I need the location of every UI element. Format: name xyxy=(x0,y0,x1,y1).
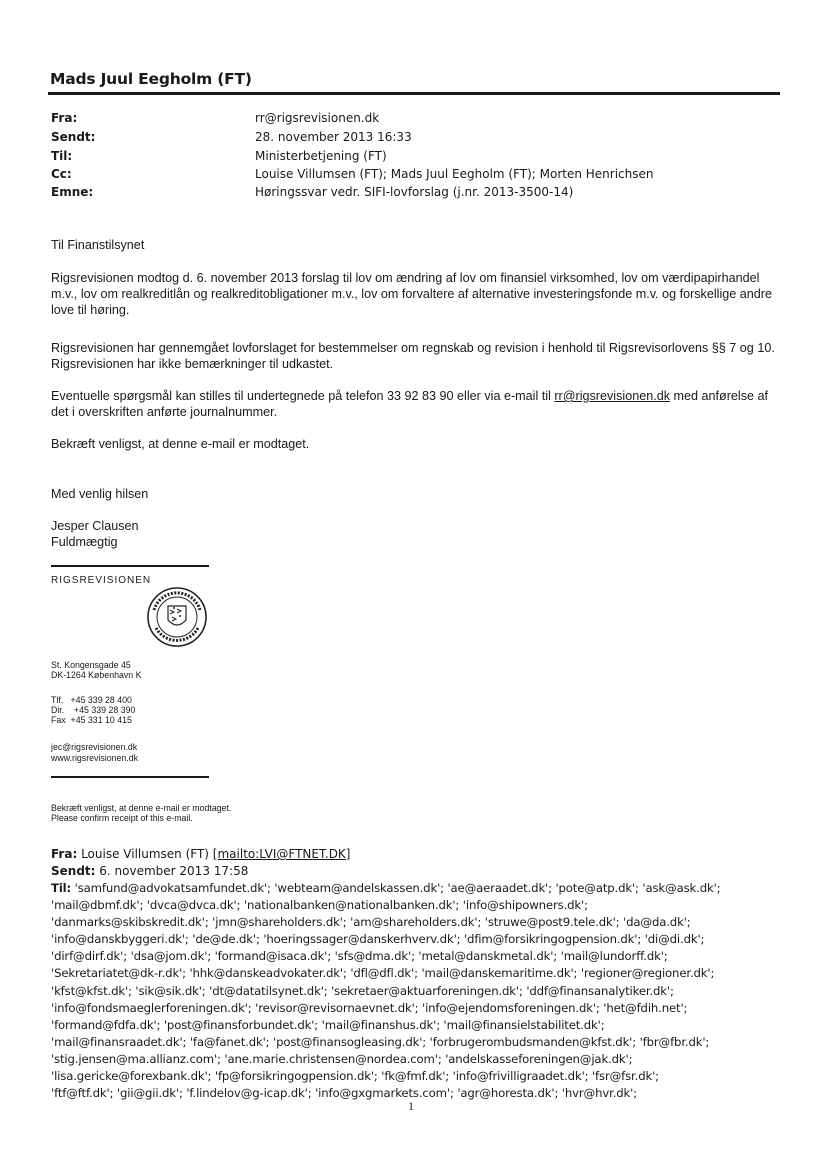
body-paragraph-3 xyxy=(51,388,781,420)
forwarded-from-label: Fra: xyxy=(51,847,78,861)
forwarded-sent-value: 6. november 2013 17:58 xyxy=(99,864,249,878)
paragraph-3-text-post: med anførelse af det i overskriften anførte journalnummer. xyxy=(51,389,769,419)
forwarded-to-label: Til: xyxy=(51,881,72,895)
forwarded-from-name: Louise Villumsen (FT) xyxy=(81,847,209,861)
signer-name: Jesper Clausen xyxy=(51,519,139,533)
contact-website[interactable]: www.rigsrevisionen.dk xyxy=(51,753,139,763)
closing: Med venlig hilsen xyxy=(51,487,149,501)
to-line: 'dirf@dirf.dk'; 'dsa@jom.dk'; 'formand@isaca.dk'; 'sfs@dma.dk'; 'metal@danskmetal.dk'; 'mail@lundorff.dk'; xyxy=(51,949,668,964)
to-label: Til: xyxy=(51,149,73,163)
forwarded-to-list xyxy=(51,880,786,1102)
page-number: 1 xyxy=(408,1099,414,1113)
from-label: Fra: xyxy=(51,111,78,125)
greeting: Til Finanstilsynet xyxy=(51,238,145,252)
signature-rule-bottom xyxy=(51,776,209,778)
address-line: DK-1264 København K xyxy=(51,670,142,680)
subject-label: Emne: xyxy=(51,185,94,199)
forwarded-sent-label: Sendt: xyxy=(51,864,96,878)
confirm-line-en: Please confirm receipt of this e-mail. xyxy=(51,813,193,823)
org-name: RIGSREVISIONEN xyxy=(51,575,152,586)
signature-rule-top xyxy=(51,565,209,567)
to-line: 'mail@dbmf.dk'; 'dvca@dvca.dk'; 'nationalbanken@nationalbanken.dk'; 'info@shipowners.dk'; xyxy=(51,898,588,913)
folketinget-seal-icon xyxy=(146,586,208,653)
to-line: 'formand@fdfa.dk'; 'post@finansforbundet.dk'; 'mail@finanshus.dk'; 'mail@finansielstabilitet.dk'; xyxy=(51,1017,605,1032)
to-value[interactable]: Ministerbetjening (FT) xyxy=(255,149,387,163)
to-line: 'ftf@ftf.dk'; 'gii@gii.dk'; 'f.lindelov@g-icap.dk'; 'info@gxgmarkets.com'; 'agr@horesta.dk'; 'hvr@hvr.dk'; xyxy=(51,1086,637,1101)
forwarded-sent xyxy=(51,864,248,878)
subject-value: Høringssvar vedr. SIFI-lovforslag (j.nr. 2013-3500-14) xyxy=(255,185,574,199)
email-link[interactable]: rr@rigsrevisionen.dk xyxy=(554,389,671,403)
from-value[interactable]: rr@rigsrevisionen.dk xyxy=(255,111,380,125)
to-line: 'mail@finansraadet.dk'; 'fa@fanet.dk'; 'post@finansogleasing.dk'; 'forbrugerombudsmanden@kfst.dk'; 'fbr@fbr.dk'; xyxy=(51,1034,710,1049)
forwarded-from xyxy=(51,847,351,861)
to-line: 'kfst@kfst.dk'; 'sik@sik.dk'; 'dt@datatilsynet.dk'; 'sekretaer@aktuarforeningen.dk'; 'ddf@finansanalytiker.dk'; xyxy=(51,983,674,998)
fax-line: Fax +45 331 10 415 xyxy=(51,715,132,725)
to-addresses: 'samfund@advokatsamfundet.dk'; 'webteam@andelskassen.dk'; 'ae@aeraadet.dk'; 'pote@atp.dk'; 'ask@ask.dk'; xyxy=(74,881,721,895)
body-paragraph-4: Bekræft venligst, at denne e-mail er modtaget. xyxy=(51,437,310,451)
sender-name-heading: Mads Juul Eegholm (FT) xyxy=(50,70,252,88)
to-line: 'stig.jensen@ma.allianz.com'; 'ane.marie.christensen@nordea.com'; 'andelskasseforeningen@jak.dk'; xyxy=(51,1051,633,1066)
forwarded-mailto-link[interactable]: [mailto:LVI@FTNET.DK] xyxy=(212,847,351,861)
signer-title: Fuldmægtig xyxy=(51,535,118,549)
to-line: 'info@danskbyggeri.dk'; 'de@de.dk'; 'hoeringssager@danskerhverv.dk'; 'dfim@forsikringogpension.dk'; 'di@di.dk'; xyxy=(51,932,705,947)
phone-line: Tlf. +45 339 28 400 xyxy=(51,695,132,705)
phone-line: Dir. +45 339 28 390 xyxy=(51,705,136,715)
heading-rule xyxy=(48,92,780,95)
contact-email[interactable]: jec@rigsrevisionen.dk xyxy=(51,742,138,752)
cc-label: Cc: xyxy=(51,167,72,181)
body-paragraph-2: Rigsrevisionen har gennemgået lovforslaget for bestemmelser om regnskab og revision i henhold til Rigsrevisorlovens §§ 7 og 10. Rigsrevisionen har ikke bemærkninger til udkastet. xyxy=(51,341,775,371)
to-line: 'info@fondsmaeglerforeningen.dk'; 'revisor@revisornaevnet.dk'; 'info@ejendomsforeningen.dk'; 'het@fdih.net'; xyxy=(51,1000,688,1015)
cc-value[interactable]: Louise Villumsen (FT); Mads Juul Eegholm (FT); Morten Henrichsen xyxy=(255,167,654,181)
sent-label: Sendt: xyxy=(51,130,96,144)
paragraph-3-text-pre: Eventuelle spørgsmål kan stilles til undertegnede på telefon 33 92 83 90 eller via e-mail til xyxy=(51,389,555,403)
to-line: 'lisa.gericke@forexbank.dk'; 'fp@forsikringogpension.dk'; 'fk@fmf.dk'; 'info@frivilligraadet.dk'; 'fsr@fsr.dk'; xyxy=(51,1069,659,1084)
to-line xyxy=(51,880,786,897)
sent-value: 28. november 2013 16:33 xyxy=(255,130,412,144)
to-line: 'danmarks@skibskredit.dk'; 'jmn@shareholders.dk'; 'am@shareholders.dk'; 'struwe@post9.tele.dk'; 'da@da.dk'; xyxy=(51,915,691,930)
address-line: St. Kongensgade 45 xyxy=(51,660,131,670)
to-line: 'Sekretariatet@dk-r.dk'; 'hhk@danskeadvokater.dk'; 'dfl@dfl.dk'; 'mail@danskemaritime.dk'; 'regioner@regioner.dk'; xyxy=(51,966,715,981)
confirm-line-da: Bekræft venligst, at denne e-mail er modtaget. xyxy=(51,803,232,813)
body-paragraph-1: Rigsrevisionen modtog d. 6. november 2013 forslag til lov om ændring af lov om finansiel virksomhed, lov om værdipapirhandel m.v., lov om realkreditlån og realkreditobligationer m.v., lov om forvaltere af alternative investeringsfonde m.v. og forskellige andre love til høring. xyxy=(51,271,772,317)
